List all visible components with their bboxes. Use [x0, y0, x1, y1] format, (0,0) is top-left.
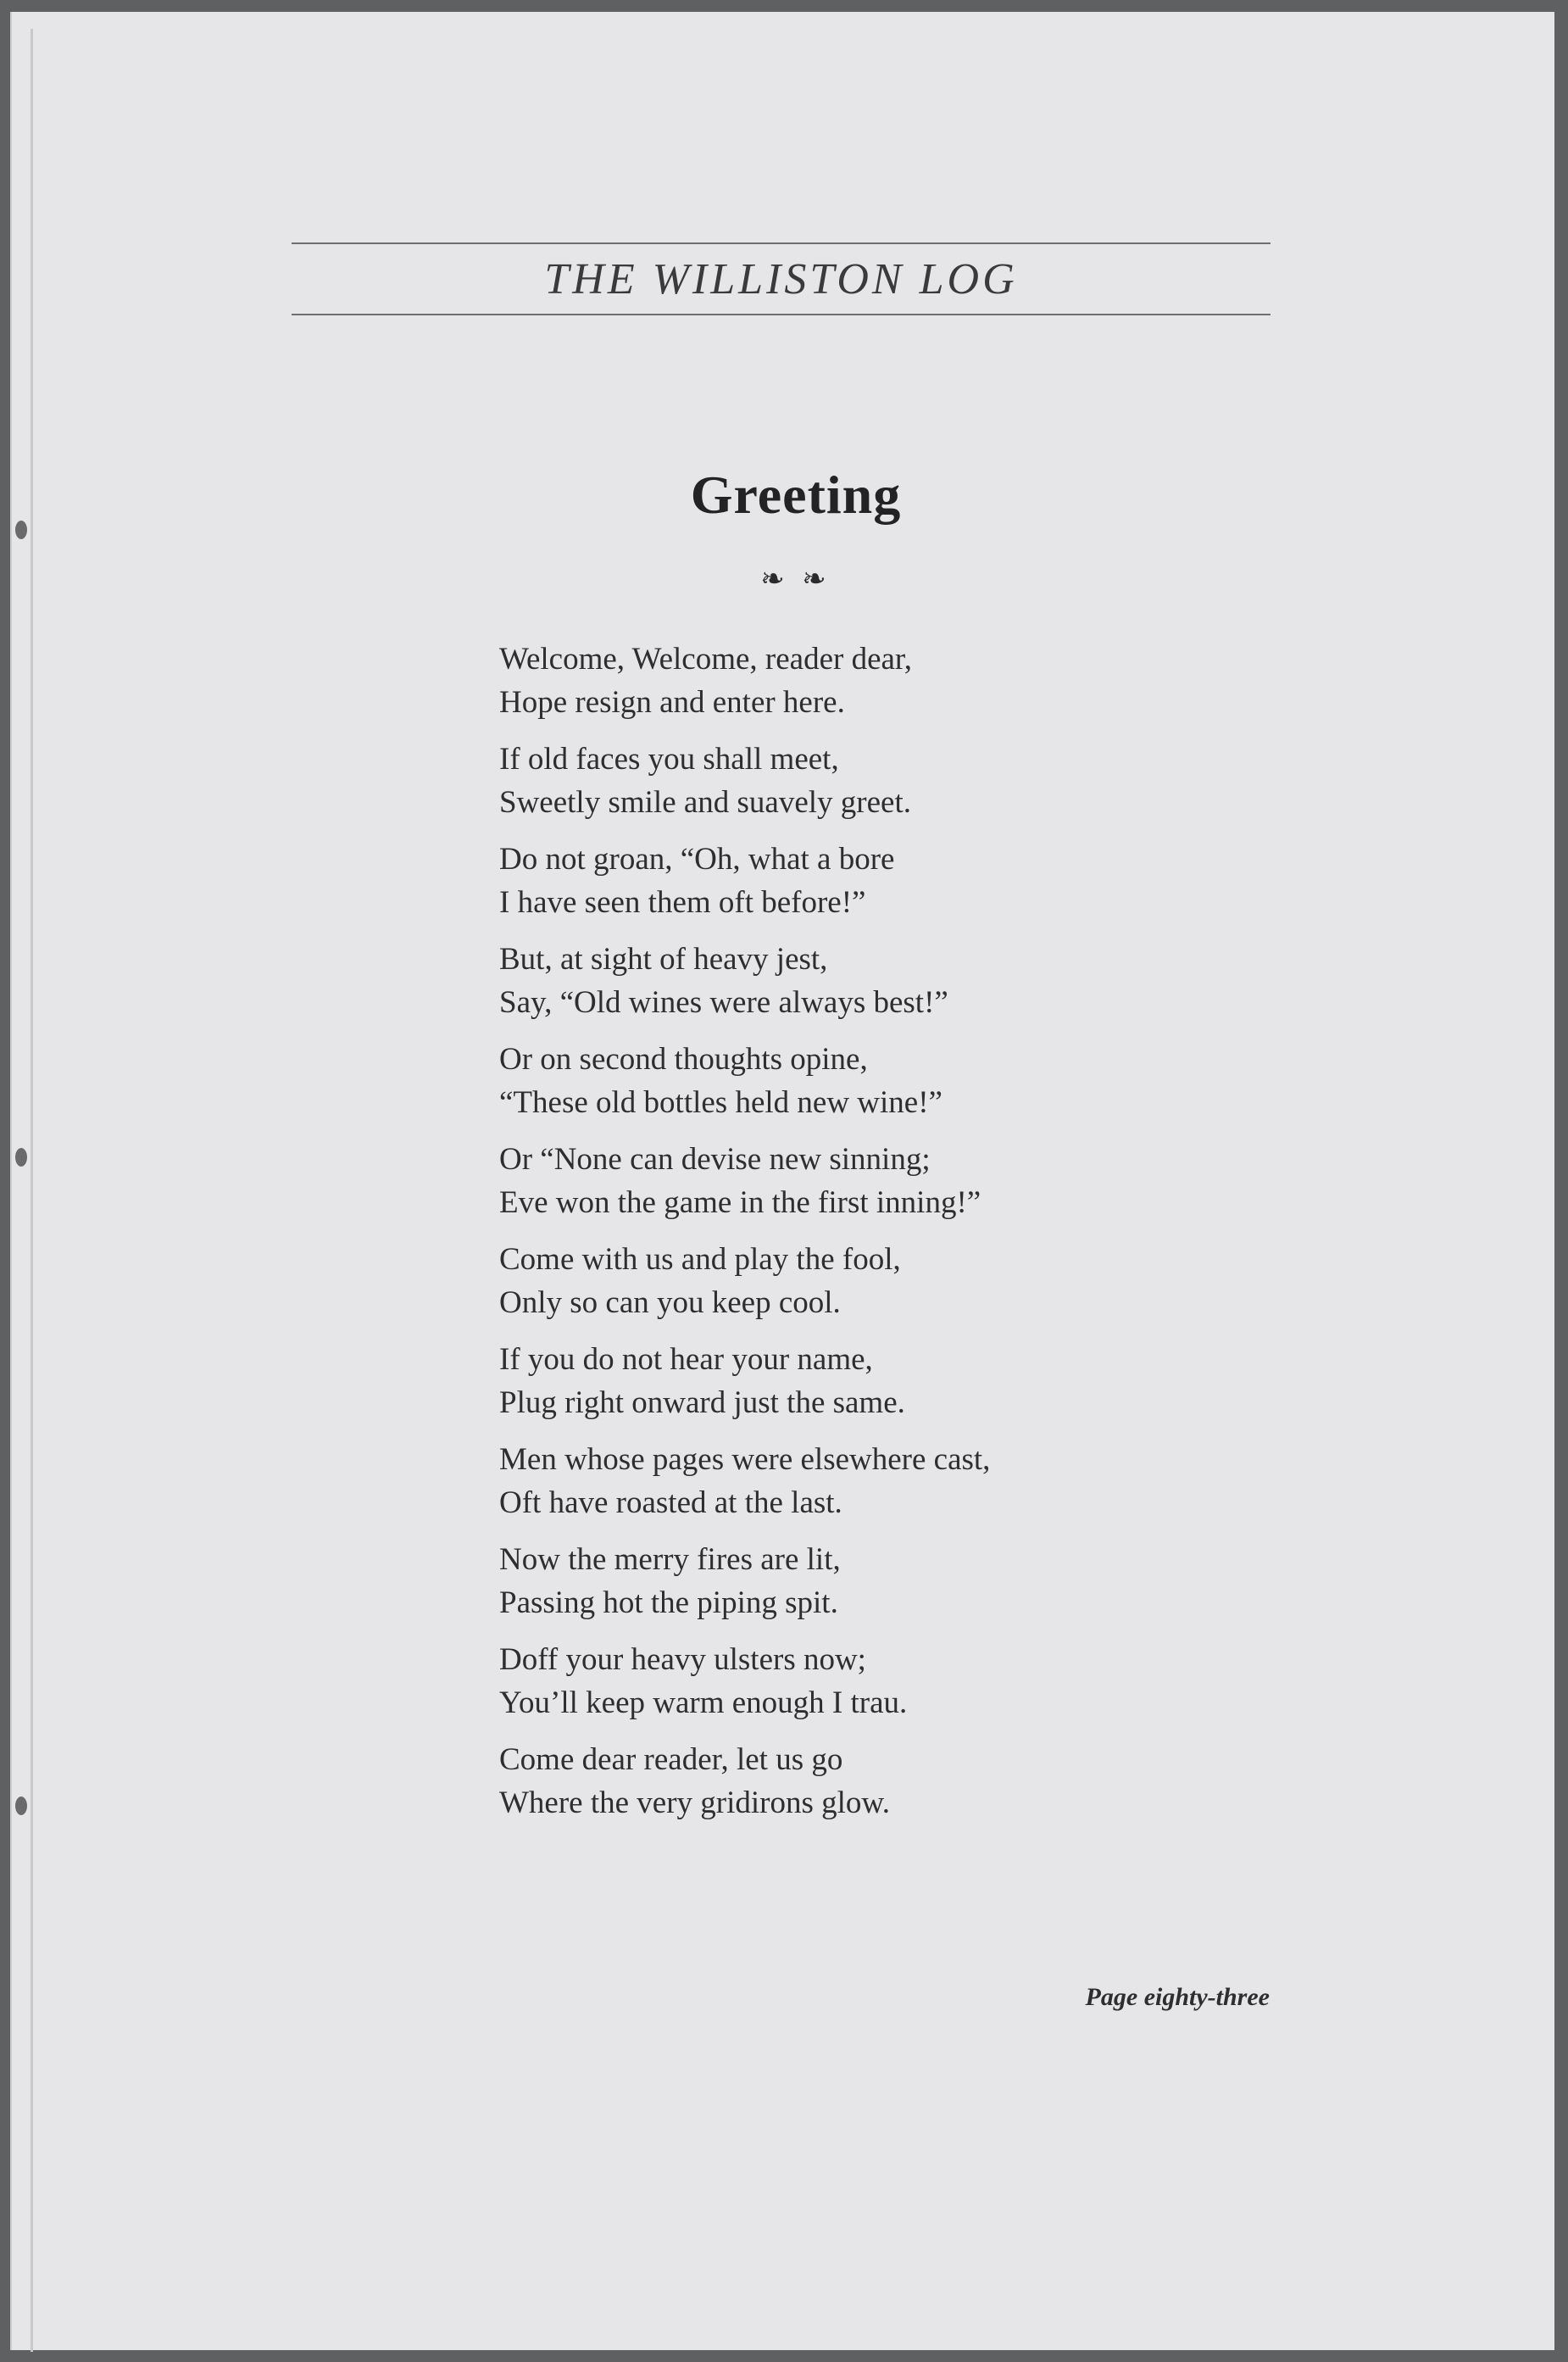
poem-line: Come dear reader, let us go	[499, 1742, 843, 1777]
poem-line: Eve won the game in the first inning!”	[499, 1185, 981, 1220]
poem-line: You’ll keep warm enough I trau.	[499, 1685, 908, 1720]
poem-line: Now the merry fires are lit,	[499, 1542, 841, 1577]
running-head-text: THE WILLISTON LOG	[544, 255, 1018, 304]
stanza	[499, 838, 1143, 924]
poem-line: Or “None can devise new sinning;	[499, 1142, 931, 1177]
poem-line: Oft have roasted at the last.	[499, 1485, 842, 1520]
page	[10, 12, 1554, 2350]
poem-line: Or on second thoughts opine,	[499, 1042, 868, 1077]
poem-line: Sweetly smile and suavely greet.	[499, 785, 912, 820]
running-header	[292, 242, 1271, 315]
poem-line: I have seen them oft before!”	[499, 885, 866, 920]
poem-title: Greeting	[690, 465, 902, 525]
stanza	[499, 938, 1143, 1024]
binding-hole	[15, 521, 27, 539]
poem-line: Plug right onward just the same.	[499, 1385, 905, 1420]
stanza	[499, 738, 1143, 824]
poem-line: “These old bottles held new wine!”	[499, 1085, 942, 1120]
binding-hole	[15, 1797, 27, 1815]
poem-line: Come with us and play the fool,	[499, 1242, 901, 1277]
stanza	[499, 638, 1143, 724]
header-rule-top	[292, 242, 1271, 244]
poem-line: If you do not hear your name,	[499, 1342, 873, 1377]
header-rule-bottom	[292, 314, 1271, 315]
stanza	[499, 1038, 1143, 1124]
poem-line: Say, “Old wines were always best!”	[499, 985, 948, 1020]
stanza	[499, 1538, 1143, 1624]
stanza	[499, 1238, 1143, 1324]
poem-line: Where the very gridirons glow.	[499, 1785, 890, 1820]
binding-edge	[31, 29, 33, 2352]
poem-body	[499, 638, 1143, 1838]
poem-line: But, at sight of heavy jest,	[499, 942, 828, 977]
poem-line: Passing hot the piping spit.	[499, 1585, 838, 1620]
ornament-icon: ❧ ❧	[760, 564, 831, 595]
stanza	[499, 1638, 1143, 1724]
binding-hole	[15, 1148, 27, 1167]
stanza	[499, 1338, 1143, 1424]
poem-line: Welcome, Welcome, reader dear,	[499, 642, 912, 677]
poem-line: Men whose pages were elsewhere cast,	[499, 1442, 991, 1477]
stanza	[499, 1138, 1143, 1224]
poem-line: Do not groan, “Oh, what a bore	[499, 842, 895, 877]
poem-line: Only so can you keep cool.	[499, 1285, 841, 1320]
stanza	[499, 1738, 1143, 1824]
poem-line: Hope resign and enter here.	[499, 685, 845, 720]
stanza	[499, 1438, 1143, 1524]
poem-line: If old faces you shall meet,	[499, 742, 839, 777]
poem-line: Doff your heavy ulsters now;	[499, 1642, 866, 1677]
page-number: Page eighty-three	[1085, 1983, 1270, 2011]
